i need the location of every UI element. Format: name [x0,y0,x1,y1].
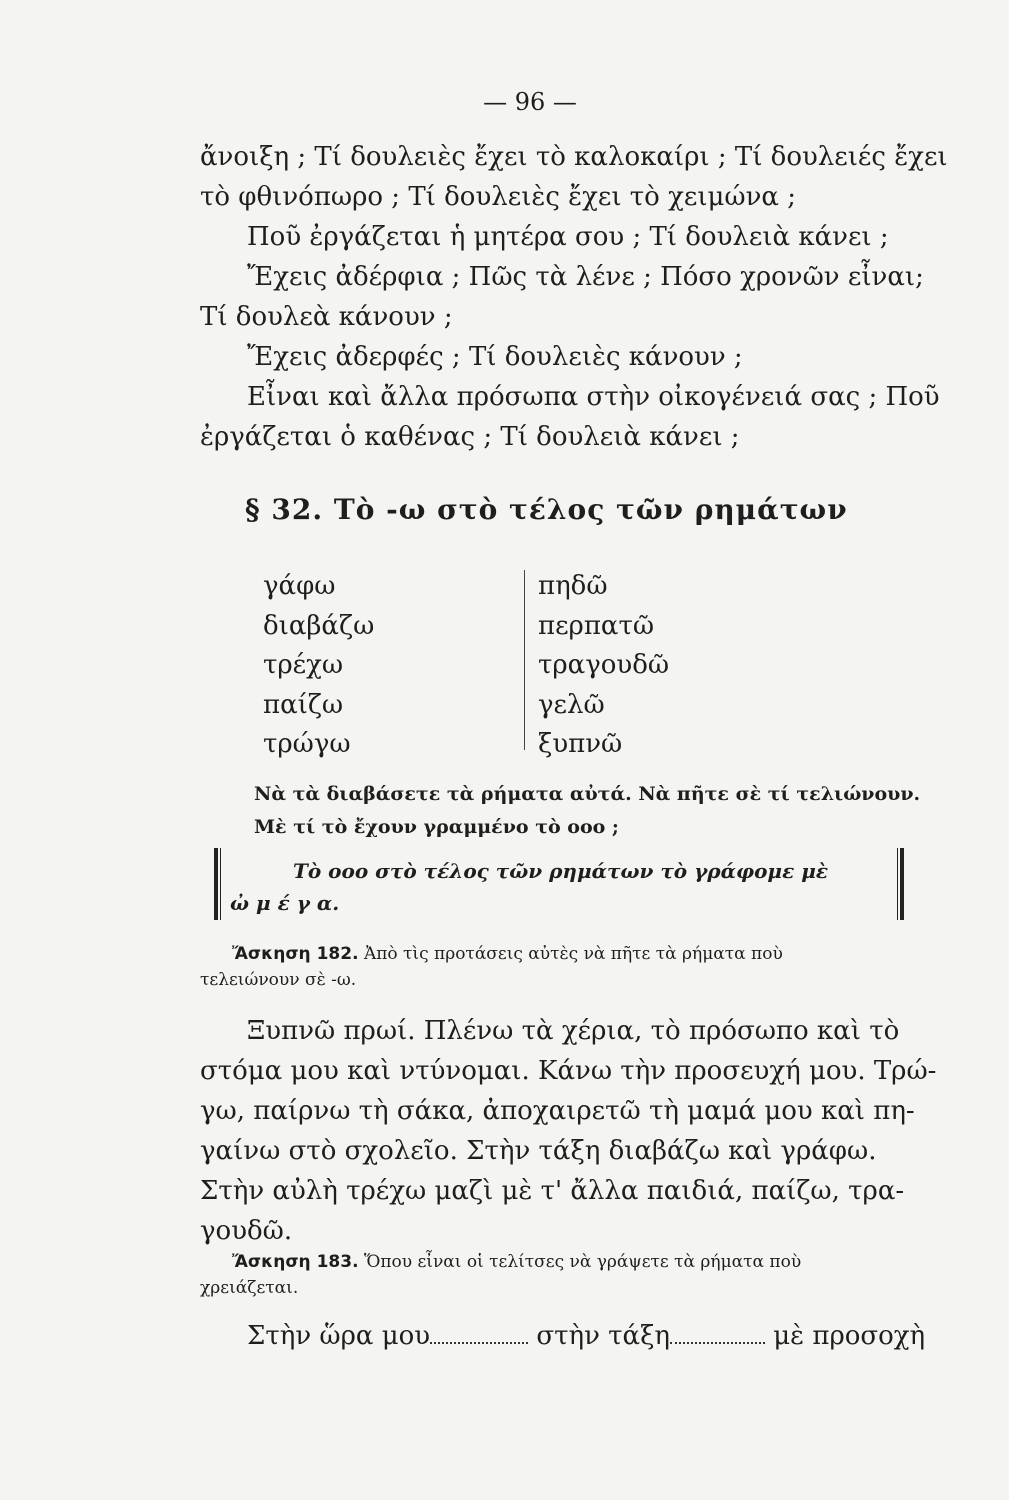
exercise-text: χρειάζεται. [200,1278,299,1298]
text-line: τὸ φθινόπωρο ; Τί δουλειὲς ἔχει τὸ χειμώνα ; [200,182,797,212]
fill-text: στὴν τάξη [536,1321,670,1351]
verb-item: τρέχω [263,650,344,680]
verb-item: γελῶ [538,689,605,720]
fill-line [200,1316,926,1356]
verb-item: ξυπνῶ [538,729,623,759]
exercise-text: Ὅπου εἶναι οἱ τελίτσες νὰ γράψετε τὰ ρήματα ποὺ [363,1252,802,1272]
instruction-line: Νὰ τὰ διαβάσετε τὰ ρήματα αὐτά. Νὰ πῆτε σὲ τί τελιώνουν. [254,783,921,805]
reading-paragraph [200,1011,937,1251]
questions-paragraph [200,137,948,457]
column-divider [524,570,525,750]
text-line: ἄνοιξη ; Τί δουλειὲς ἔχει τὸ καλοκαίρι ; Τί δουλειές ἔχει [200,142,948,172]
exercise-label: Ἄσκηση 183. [232,1252,359,1272]
exercise-182 [200,941,910,993]
verb-item: γάφω [263,571,336,601]
verb-item: παίζω [263,689,344,720]
fill-text: Στὴν ὥρα μου [247,1321,431,1351]
verb-item: τραγουδῶ [538,650,670,680]
exercise-text: Ἀπὸ τὶς προτάσεις αὐτὲς νὰ πῆτε τὰ ρήματα ποὺ [363,944,783,964]
verb-item: περπατῶ [538,610,655,641]
text-line: γω, παίρνω τὴ σάκα, ἀποχαιρετῶ τὴ μαμά μου καὶ πη- [200,1096,915,1126]
text-line: γαίνω στὸ σχολεῖο. Στὴν τάξη διαβάζω καὶ γράφω. [200,1136,877,1166]
rule-text: Τὸ οοο στὸ τέλος τῶν ρημάτων τὸ γράφομε μὲ [293,859,828,883]
text-line: Ἔχεις ἀδέρφια ; Πῶς τὰ λένε ; Πόσο χρονῶν εἶναι; [247,262,924,292]
section-number: § 32. [245,493,324,526]
rule-bar [214,848,218,920]
text-line: γουδῶ. [200,1216,293,1246]
verb-item: τρώγω [263,729,351,759]
page-number: — 96 — [483,88,577,116]
exercise-text: τελειώνουν σὲ -ω. [200,970,357,990]
verbs-left-column [263,567,374,765]
section-title: Τὸ -ω στὸ τέλος τῶν ρημάτων [333,493,848,526]
verbs-right-column [538,567,669,765]
rule-bar [897,848,898,920]
rule-bar [220,848,221,920]
text-line: Ποῦ ἐργάζεται ἡ μητέρα σου ; Τί δουλειὰ κάνει ; [247,222,889,252]
text-line: στόμα μου καὶ ντύνομαι. Κάνω τὴν προσευχή μου. Τρώ- [200,1056,937,1086]
rule-text: ὠ μ έ γ α. [230,891,340,915]
text-line: Ξυπνῶ πρωί. Πλένω τὰ χέρια, τὸ πρόσωπο καὶ τὸ [247,1016,900,1046]
fill-blank[interactable] [670,1324,765,1344]
verb-item: πηδῶ [538,571,608,601]
text-line: Ἔχεις ἀδερφές ; Τί δουλειὲς κάνουν ; [247,342,743,372]
section-heading [245,493,848,526]
verb-item: διαβάζω [263,610,375,641]
text-line: ἐργάζεται ὁ καθένας ; Τί δουλειὰ κάνει ; [200,422,740,452]
instruction-line: Μὲ τί τὸ ἔχουν γραμμένο τὸ οοο ; [254,816,619,838]
text-line: Τί δουλεὰ κάνουν ; [200,302,453,332]
text-line: Εἶναι καὶ ἄλλα πρόσωπα στὴν οἰκογένειά σας ; Ποῦ [247,382,940,412]
text-line: Στὴν αὐλὴ τρέχω μαζὶ μὲ τ' ἄλλα παιδιά, παίζω, τρα- [200,1176,905,1206]
exercise-183 [200,1249,910,1301]
exercise-label: Ἄσκηση 182. [232,944,359,964]
rule-bar [900,848,904,920]
fill-text: μὲ προσοχὴ [773,1321,926,1351]
fill-blank[interactable] [430,1324,528,1344]
